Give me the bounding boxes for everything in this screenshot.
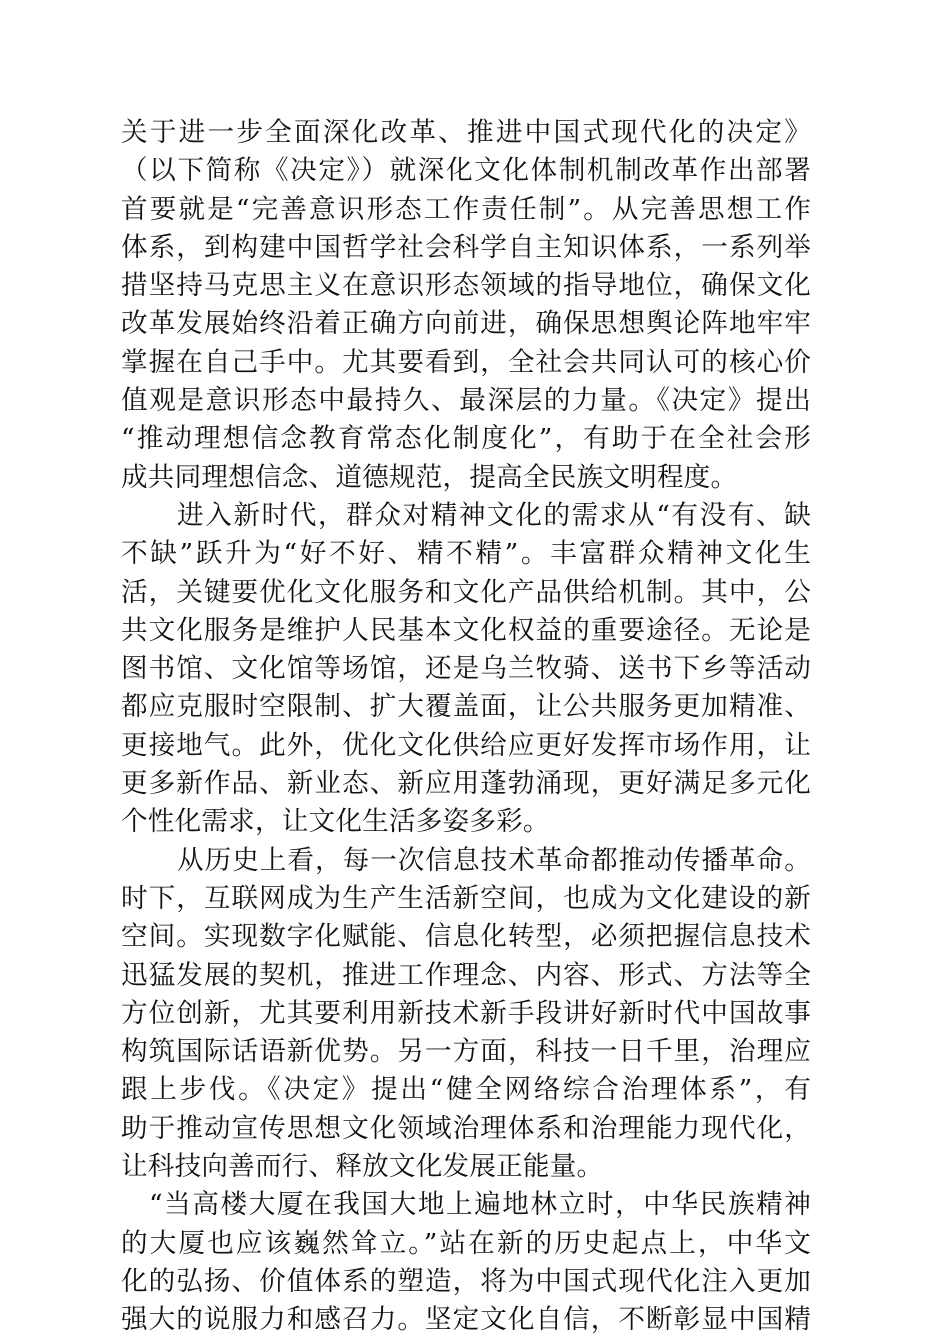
text-line: 值观是意识形态中最持久、最深层的力量。《决定》提出 — [121, 385, 811, 417]
text-line: 共文化服务是维护人民基本文化权益的重要途径。无论是 — [121, 614, 811, 646]
paragraph-first-line: 进入新时代，群众对精神文化的需求从“有没有、缺 — [177, 499, 811, 531]
text-line: 成共同理想信念、道德规范，提高全民族文明程度。 — [121, 461, 738, 493]
paragraph-first-line: “当高楼大厦在我国大地上遍地林立时，中华民族精神 — [149, 1189, 811, 1221]
text-line: 助于推动宣传思想文化领域治理体系和治理能力现代化， — [121, 1112, 811, 1144]
text-line: 掌握在自己手中。尤其要看到，全社会共同认可的核心价 — [121, 346, 811, 378]
text-line: 首要就是“完善意识形态工作责任制”。从完善思想工作 — [121, 193, 811, 225]
text-line: 活，关键要优化文化服务和文化产品供给机制。其中，公 — [121, 576, 811, 608]
text-line: （以下简称《决定》）就深化文化体制机制改革作出部署 — [121, 155, 811, 187]
paragraph-first-line: 从历史上看，每一次信息技术革命都推动传播革命。 — [177, 844, 811, 876]
text-line: “推动理想信念教育常态化制度化”，有助于在全社会形 — [121, 423, 811, 455]
text-line: 跟上步伐。《决定》提出“健全网络综合治理体系”，有 — [121, 1074, 811, 1106]
text-line: 时下，互联网成为生产生活新空间，也成为文化建设的新 — [121, 882, 811, 914]
text-line: 措坚持马克思主义在意识形态领域的指导地位，确保文化 — [121, 270, 811, 302]
text-line: 让科技向善而行、释放文化发展正能量。 — [121, 1151, 604, 1183]
text-line: 个性化需求，让文化生活多姿多彩。 — [121, 806, 550, 838]
text-line: 改革发展始终沿着正确方向前进，确保思想舆论阵地牢牢 — [121, 308, 811, 340]
text-line: 图书馆、文化馆等场馆，还是乌兰牧骑、送书下乡等活动 — [121, 653, 811, 685]
text-line: 更多新作品、新业态、新应用蓬勃涌现，更好满足多元化 — [121, 768, 811, 800]
text-line: 方位创新，尤其要利用新技术新手段讲好新时代中国故事 — [121, 997, 811, 1029]
text-line: 构筑国际话语新优势。另一方面，科技一日千里，治理应 — [121, 1036, 811, 1068]
text-line: 更接地气。此外，优化文化供给应更好发挥市场作用，让 — [121, 729, 811, 761]
text-line: 不缺”跃升为“好不好、精不精”。丰富群众精神文化生 — [121, 538, 811, 570]
text-line: 都应克服时空限制、扩大覆盖面，让公共服务更加精准、 — [121, 691, 811, 723]
text-line: 的大厦也应该巍然耸立。”站在新的历史起点上，中华文 — [121, 1227, 811, 1259]
text-line: 关于进一步全面深化改革、推进中国式现代化的决定》 — [121, 117, 811, 148]
text-line: 空间。实现数字化赋能、信息化转型，必须把握信息技术 — [121, 921, 811, 953]
text-line: 迅猛发展的契机，推进工作理念、内容、形式、方法等全 — [121, 959, 811, 991]
text-line: 强大的说服力和感召力。坚定文化自信，不断彰显中国精 — [121, 1304, 811, 1336]
text-line: 化的弘扬、价值体系的塑造，将为中国式现代化注入更加 — [121, 1265, 811, 1297]
text-line: 体系，到构建中国哲学社会科学自主知识体系，一系列举 — [121, 231, 811, 263]
body-text — [121, 114, 811, 1340]
